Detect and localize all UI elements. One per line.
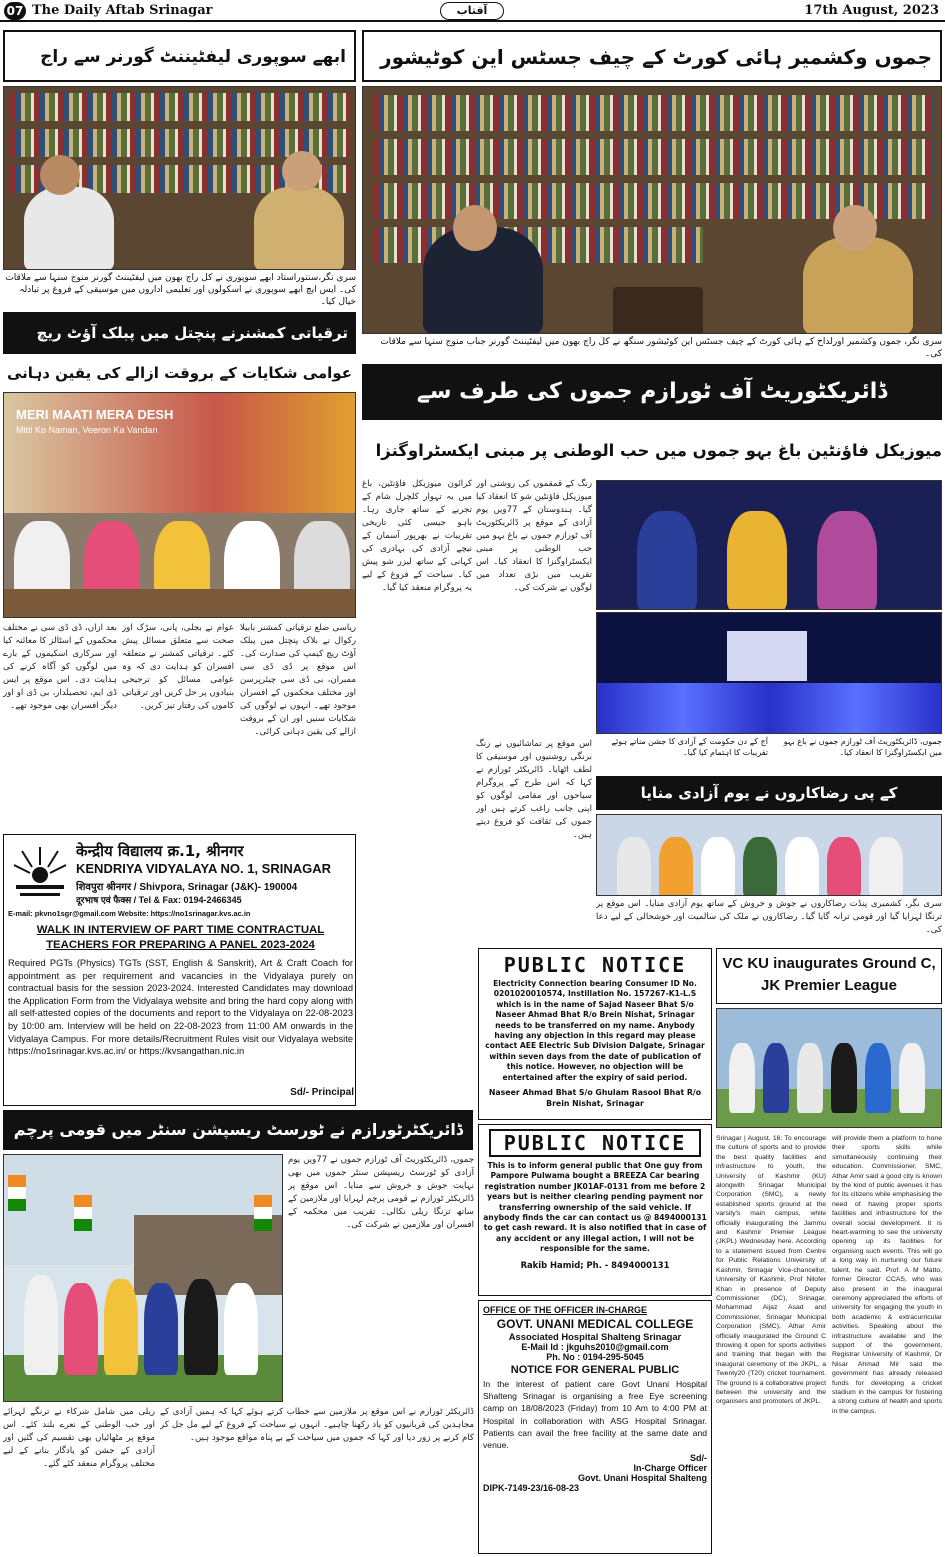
divcom-photo [3,392,356,618]
kv-body: Required PGTs (Physics) TGTs (SST, English & Sanskrit), Art & Craft Coach for appointment as per requirement and vacancies in the Vidyalaya purely on contractual basis for the session 2023-2024. Interested Candidates may download the Application Form from the Vidyalaya website and bring the hard copy along with all self-attested copies of the documents and report to the Vidyalaya on 22-08-2023 by 10:00 am. Interview will be held on 22-08-2023 from 11:00 AM onwards in the Vidyalaya Campus. For more details/Recruitment Rules visit our Vidyalaya website https://no1srinagar.kvs.ac.in/ or https://kvsangathan.nic.in [8,958,353,1057]
fountain-kicker: ڈائریکٹوریٹ آف ٹورازم جموں کی طرف سے [362,364,942,420]
public-notice-1 [478,948,712,1120]
masthead-logo: آفتاب [440,2,504,20]
issue-date: 17th August, 2023 [804,3,939,18]
cj-photo [362,86,942,334]
unani-sign-3: Govt. Unani Hospital Shalteng [577,1473,707,1484]
vcku-col-1: Srinagar | August, 16: To encourage the culture of sports and to provide the best quality facilities and infrastructure to youth, the University of Kashmir (KU) alongwith Srinagar Municipal Corporation (SMC), a newly established sports ground at the varsity's main campus, while officially inaugurating the Jammu and Kashmir Premier League (JKPL) Wednesday here. According to a statement issued from Centre for Public Relations University of Kashmir, Srinagar Vice-chancellor, University of Kashmir, Prof Nilofer Khan in presence of Deputy Commissioner (DC), Srinagar, Mohammad Aijaz Asad and Commissioner, Srinagar Municipal Corporation (SMC), Athar Amir officially inaugurated the Ground C throwing it open for sports activities and training that began with the inaugural ceremony of the JKPL, a Twenty20 (T20) cricket tournament. The ground is a collaborative project between the university and the organisers and promoters of JKPL. [716,1135,826,1406]
paper-name: The Daily Aftab Srinagar [32,3,213,18]
vcku-col-2: will provide them a platform to hone their sports skills while simultaneously continuing their education. Commissioner, SMC, Athar Amir said a good city is known by the kind of public avenues it has for its citizens while emphasising the need of having proper sports facilities and infrastructure for the overall social development. It is heart-warming to see the university opening up its facilities for organising such events. This will go a long way in nurturing our future talent, he said. Prof. A M Matto, former Director CCAS, who was also present in the inaugural ceremony appreciated the efforts of university for engaging the youth in both academic & extracurricular activities. Speaking about the infrastructure available and the support of the government, Registrar University of Kashmir, Dr Nisar Ahmad Mir said the government has already released funds for developing a cricket stadium in the campus for fostering a strong culture of health and sports in the campus. [832,1135,942,1415]
fountain-photo-2 [596,612,942,734]
kp-photo [596,814,942,896]
unani-email: E-Mail Id : jkguhs2010@gmail.com [521,1342,669,1352]
vcku-photo [716,1008,942,1128]
divcom-subhead: عوامی شکایات کے بروقت ازالے کی یقین دہانی [7,364,352,382]
unani-title: NOTICE FOR GENERAL PUBLIC [510,1364,680,1376]
reception-body-1: جموں، ڈائریکٹوریٹ آف ٹورازم جموں نے 77ویں یوم آزادی کو ٹورسٹ ریسپشن سنٹر جموں میں بھی نہایت جوش و خروش سے منایا۔ اس موقع پر ڈائریکٹر ٹورازم نے قومی پرچم لہرایا اور ملازمین کے ساتھ ترنگا ریلی نکالی۔ تقریب میں محکمہ کے افسران اور ملازمین نے شرکت کی۔ [288,1155,474,1230]
banner-title: MERI MAATI MERA DESH [16,407,174,422]
reception-body-3: ریلی میں شامل شرکاء نے ترنگے لہرائے اور حب الوطنی کے نعرے بلند کئے۔ اس موقع پر مٹھائیاں بھی تقسیم کی گئیں اور آزادی کے جشن کو یادگار بنانے کے لیے مختلف پروگرام منعقد کئے گئے۔ [3,1407,155,1469]
kv-phone: दूरभाष एवं फैक्स / Tel & Fax: 0194-2466345 [76,895,242,905]
cj-caption: سری نگر، جموں وکشمیر اورلداخ کے ہائی کورٹ کے چیف جسٹس این کوٹیشور سنگھ نے کل راج بھون میں لیفٹیننٹ گورنر جناب منوج سنہا سے ملاقات کی۔ [380,337,942,359]
vcku-headline: VC KU inaugurates Ground C, JK Premier League [716,948,942,1004]
fountain-photo-1 [596,480,942,610]
banner-subtitle: Mitti Ko Naman, Veeron Ka Vandan [16,425,158,435]
fountain-caption-1: جموں، ڈائریکٹوریٹ آف ٹورازم جموں نے باغ بہو میں ایکسٹراوگنزا کا انعقاد کیا۔ [783,737,942,757]
kp-body: سری نگر، کشمیری پنڈت رضاکاروں نے جوش و خروش کے ساتھ یوم آزادی منایا۔ اس موقع پر ترنگا لہرایا گیا اور قومی ترانہ گایا گیا۔ رضاکاروں نے ملک کی سالمیت اور خوشحالی کے لیے دعا کی۔ [596,899,942,935]
cj-headline: جموں وکشمیر ہائی کورٹ کے چیف جسٹس این کوٹیشور [362,30,942,82]
notice-1-body: Electricity Connection bearing Consumer ID No. 0201020010574, Instillation No. 157267-K1-L.S which is in the name of Sajad Naseer Bhat S/o Naseer Ahmad Bhat R/o Brein Nishat, Srinagar needs to be transferred on my name. Anybody having any objection in this regard may please contact AEE Electric Sub Division Dalgate, Srinagar within seven days from the date of publication of this notice. However, no objection will be entertained after the expiry of said period. [485,979,705,1082]
kv-signature: Sd/- Principal [290,1087,354,1098]
kp-headline: کے پی رضاکاروں نے یوم آزادی منایا [596,776,942,810]
unani-body: In the interest of patient care Govt Unani Hospital Shalteng Srinagar is organising a free Eye screening camp on 18/08/2023 (Friday) from 10 Am to 4:00 PM at Hospital in collaboration with ASG Hospital Srinagar. Patients can avail the free facility at the same date and venue. [483,1379,707,1451]
notice-2-body: This is to inform general public that One guy from Pampore Pulwama bought a BREEZA Car bearing registration number JK01AF-0131 from me before 2 years but is neither clearing pending payment nor transferring ownership of the said vehicle. If anybody finds the car can contact us @ 8494000131 to get cash reward. It is also notified that in case of any accident or any illegal action, I will not be responsible for the same. [483,1161,707,1254]
sopori-caption: سری نگر،سنتوراستاد ابھے سوپوری نے کل راج بھون میں لیفٹیننٹ گورنر منوج سنہا سے ملاقات کی۔ ایس ایچ ابھے سوپوری نے اسکولوں اور تعلیمی اداروں میں موسیقی کے فروغ پر تبادلہ خیال کیا۔ [5,273,356,307]
unani-sign-2: In-Charge Officer [633,1463,707,1474]
divcom-body-1: ریاسی ضلع ترقیاتی کمشنر بابیلا رکوال نے بلاک پنچتل میں پبلک آؤٹ ریچ کیمپ کی صدارت کی۔ اس موقع پر ڈی ڈی سی ممبران، بی ڈی سی چیئرپرسن اور مختلف محکموں کے افسران موجود تھے۔ انہوں نے لوگوں کی شکایات سنیں اور ان کے بروقت ازالے کی یقین دہانی کرائی۔ [240,623,356,737]
sopori-photo [3,86,356,270]
sopori-headline: ابھے سوپوری لیفٹیننٹ گورنر سے راج [3,30,356,82]
kv-hindi-name: केन्द्रीय विद्यालय क्र.1, श्रीनगर [76,842,244,860]
notice-2-title: PUBLIC NOTICE [489,1129,701,1157]
fountain-headline: میوزیکل فاؤنٹین باغ بہو جموں میں حب الوطنی پر مبنی ایکسٹراوگنزا [375,441,942,460]
kv-address: शिवपुरा श्रीनगर / Shivpora, Srinagar (J&K)- 190004 [76,882,298,893]
page-header [0,0,945,22]
unani-office: OFFICE OF THE OFFICER IN-CHARGE [483,1305,647,1315]
fountain-caption-2: آج کے دن حکومت کے آزادی کا جشن مناتے ہوئے تقریبات کا اہتمام کیا گیا۔ [611,737,768,757]
reception-body-2: ڈائریکٹر ٹورازم نے اس موقع پر ملازمین سے خطاب کرتے ہوئے کہا کہ ہمیں آزادی کے مجاہدین کی قربانیوں کو یاد رکھنا چاہیے۔ انہوں نے سیاحت کے فروغ کے لیے مل جل کر کام کرنے پر زور دیا اور کہا کہ جموں میں سیاحت کے بے پناہ مواقع موجود ہیں۔ [160,1407,474,1443]
fountain-body-1: رنگ کے قمقموں کی روشنی اور میوزیکل فاؤنٹین شو کا انعقاد کیا گیا۔ ہندوستان کے 77ویں یوم آزادی کے موقع پر ڈائریکٹوریٹ آف ٹورازم جموں نے باغ بہو میں حب الوطنی پر مبنی ایکسٹراوگنزا کا انعقاد کیا۔ اس تقریب میں بڑی تعداد میں لوگوں نے شرکت کی۔ [476,479,592,593]
unani-college: GOVT. UNANI MEDICAL COLLEGE [496,1317,694,1331]
reception-photo [3,1154,283,1402]
kv-logo-icon [10,841,70,901]
notice-2-signature: Rakib Hamid; Ph. - 8494000131 [520,1259,670,1270]
public-notice-2 [478,1124,712,1296]
kv-contact: E-mail: pkvno1sgr@gmail.com Website: https://no1srinagar.kvs.ac.in [8,909,251,918]
divcom-headline: ترقیاتی کمشنرنے پنچتل میں پبلک آؤٹ ریچ [3,312,356,354]
fountain-body-2: کرائون میوزیکل فاؤنٹین، باغ میں یہ تہوار کلچرل شام کے تجربے کے ساتھ جاری رہا۔ باہو جیسی کئی تاریخی تقریبات نے بھرپور آسمان کے نیچے آزادی کی بہادری کی کہانی کے ساتھ لیزر شو پیش کیا۔ سیاحت کے فروغ کے لیے یہ پروگرام منعقد کیا گیا۔ [362,479,472,593]
reception-headline: ڈائریکٹرٹورازم نے ٹورسٹ ریسپشن سنٹر میں قومی پرچم [3,1110,473,1150]
divcom-body-3: بعد ازاں، ڈی ڈی سی نے مختلف محکموں کے اسٹالز کا معائنہ کیا اور سرکاری اسکیموں کے بارے میں لوگوں کو آگاہ کرنے کی ہدایت دی۔ اس موقع پر ایس ڈی ایم، تحصیلدار، بی ڈی او اور دیگر افسران بھی موجود تھے۔ [3,623,117,711]
fountain-body-3: اس موقع پر تماشائیوں نے رنگ برنگی روشنیوں اور موسیقی کا لطف اٹھایا۔ ڈائریکٹر ٹورازم نے کہا کہ اس طرح کے پروگرام سیاحوں اور مقامی لوگوں کو اپنی جانب راغب کرتے ہیں اور جموں کی ثقافت کو فروغ دیتے ہیں۔ [476,739,592,840]
notice-1-signature: Naseer Ahmad Bhat S/o Ghulam Rasool Bhat R/o Brein Nishat, Srinagar [488,1088,702,1109]
page-number: 07 [4,2,26,20]
kv-english-name: KENDRIYA VIDYALAYA NO. 1, SRINAGAR [76,861,332,876]
unani-hospital: Associated Hospital Shalteng Srinagar [508,1331,682,1342]
unani-phone: Ph. No : 0194-295-5045 [546,1352,644,1362]
unani-notice [478,1300,712,1554]
kv-advertisement [3,834,356,1106]
divcom-body-2: عوام نے بجلی، پانی، سڑک اور صحت سے متعلق مسائل پیش کئے۔ ترقیاتی کمشنر نے متعلقہ افسران کو ہدایت دی کہ وہ عوامی مسائل کو ترجیحی بنیادوں پر حل کریں اور ترقیاتی کاموں کی رفتار تیز کریں۔ [122,623,234,711]
notice-1-title: PUBLIC NOTICE [503,953,687,977]
unani-ref: DIPK-7149-23/16-08-23 [483,1483,580,1494]
unani-sign-1: Sd/- [690,1453,707,1464]
kv-title: WALK IN INTERVIEW OF PART TIME CONTRACTUAL TEACHERS FOR PREPARING A PANEL 2023-2024 [36,924,325,951]
